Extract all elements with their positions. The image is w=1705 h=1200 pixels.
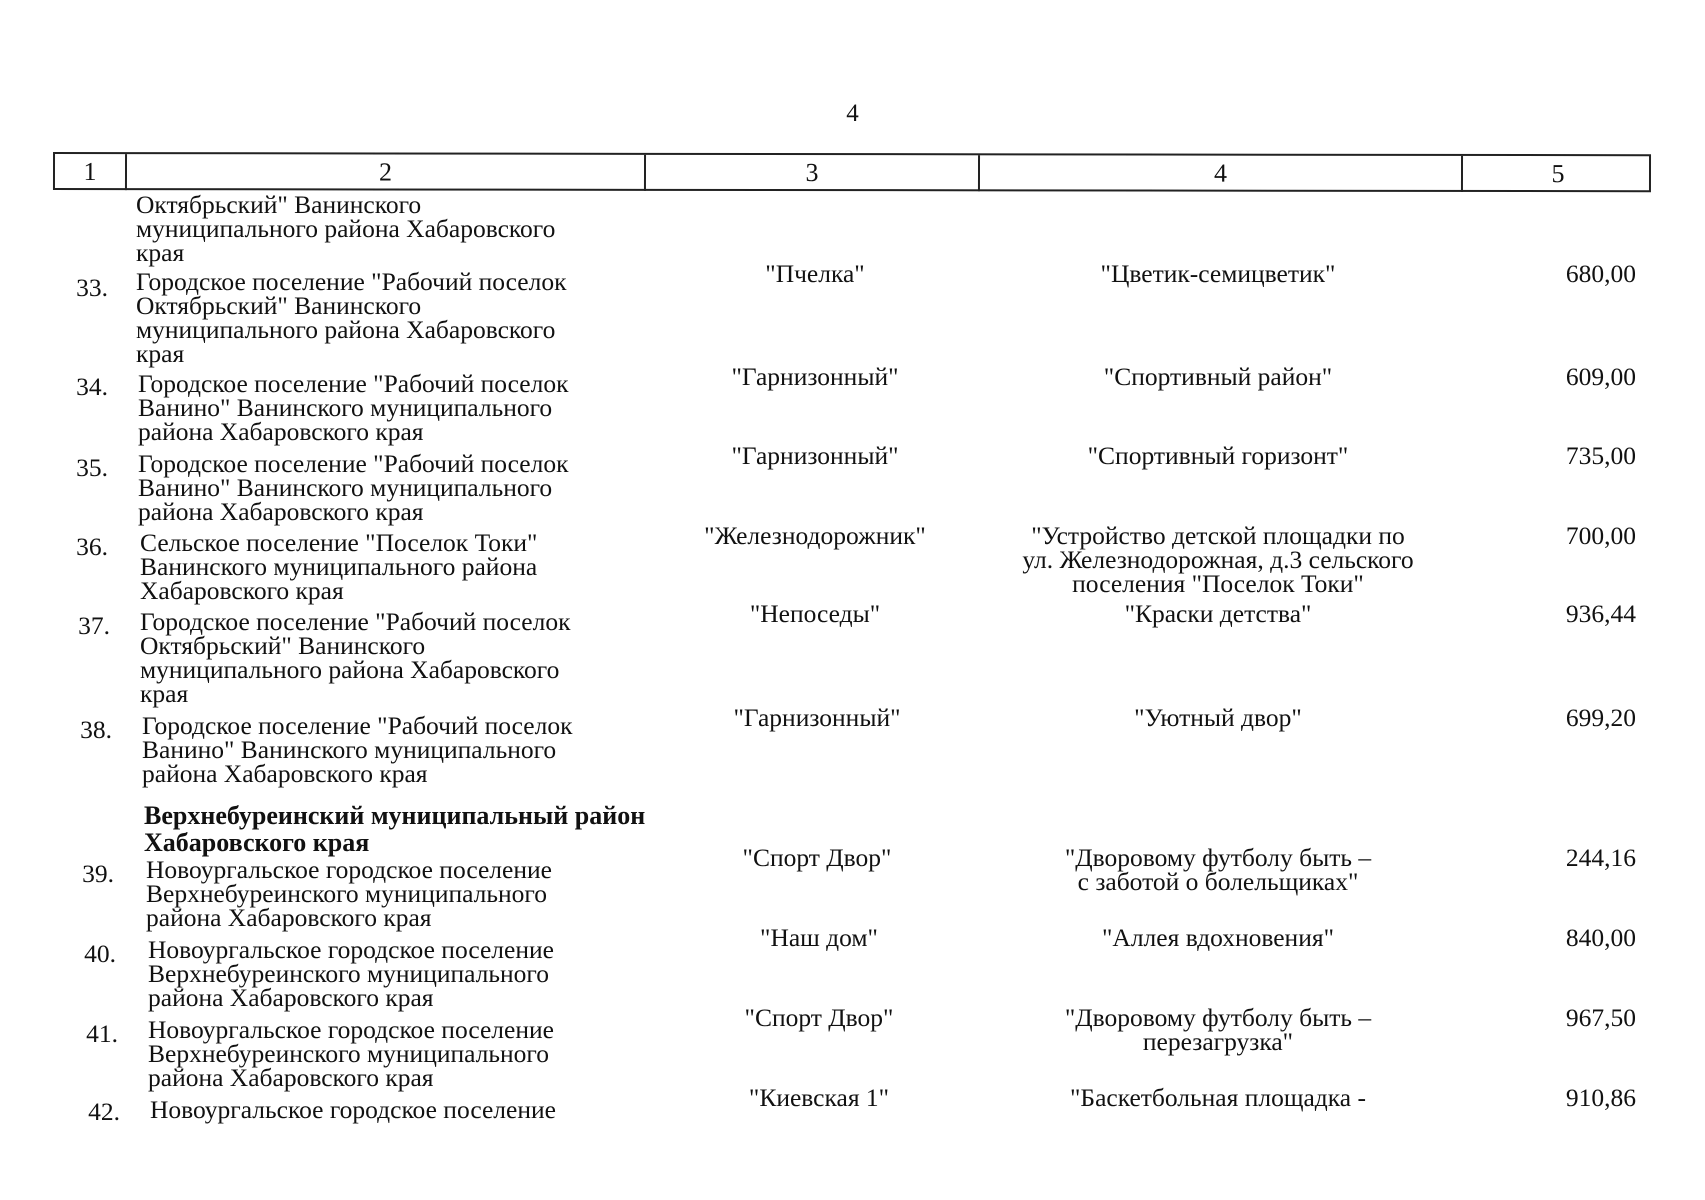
row-tos: "Киевская 1" [748, 1083, 890, 1112]
row-tos: "Гарнизонный" [731, 362, 899, 391]
row-project: "Краски детства" [1124, 599, 1312, 628]
row-tos: "Спорт Двор" [742, 843, 892, 872]
row-tos: "Пчелка" [765, 259, 865, 288]
row-number: 39. [82, 859, 114, 888]
row-settlement: Новоургальское городское поселение Верхнебуреинского муниципального района Хабаровского края [148, 1015, 554, 1092]
row-project: "Дворовому футболу быть – с заботой о болельщиках" [1064, 843, 1372, 896]
page-number: 4 [846, 100, 859, 127]
row-settlement: Сельское поселение "Поселок Токи" Ванинского муниципального района Хабаровского края [140, 528, 538, 605]
row-settlement: Городское поселение "Рабочий поселок Ванино" Ванинского муниципального района Хабаровского края [138, 449, 569, 526]
row-amount: 244,16 [1565, 843, 1636, 872]
row-tos: "Непоседы" [749, 599, 881, 628]
row-number: 33. [76, 273, 108, 302]
row-tos: "Железнодорожник" [704, 521, 926, 550]
row-settlement: Новоургальское городское поселение Верхнебуреинского муниципального района Хабаровского края [148, 935, 554, 1012]
row-project: "Аллея вдохновения" [1102, 923, 1334, 952]
row-number: 37. [78, 611, 110, 640]
row-settlement: Новоургальское городское поселение Верхнебуреинского муниципального района Хабаровского края [146, 855, 552, 932]
row-amount: 609,00 [1565, 362, 1636, 391]
row-project: "Спортивный район" [1103, 362, 1333, 391]
row-project: "Спортивный горизонт" [1087, 441, 1349, 470]
row-tos: "Наш дом" [760, 923, 878, 952]
row-amount: 840,00 [1565, 923, 1636, 952]
row-tos: "Спорт Двор" [744, 1003, 894, 1032]
row-number: 40. [84, 939, 116, 968]
header-col-5: 5 [1551, 159, 1565, 189]
row-amount: 699,20 [1565, 703, 1636, 732]
continuation-text: Октябрьский" Ванинского муниципального района Хабаровского края [136, 190, 556, 267]
row-settlement: Новоургальское городское поселение [150, 1095, 556, 1124]
row-project: "Дворовому футболу быть – перезагрузка" [1064, 1003, 1372, 1056]
row-number: 35. [76, 453, 108, 482]
row-amount: 936,44 [1565, 599, 1636, 628]
row-settlement: Городское поселение "Рабочий поселок Октябрьский" Ванинского муниципального района Хабаровского края [140, 607, 571, 708]
row-number: 41. [86, 1019, 118, 1048]
header-col-1: 1 [55, 154, 127, 190]
row-number: 36. [76, 532, 108, 561]
row-settlement: Городское поселение "Рабочий поселок Ванино" Ванинского муниципального района Хабаровского края [138, 369, 569, 446]
row-number: 38. [80, 715, 112, 744]
row-project: "Цветик-семицветик" [1100, 259, 1336, 288]
row-project: "Баскетбольная площадка - [1070, 1083, 1366, 1112]
row-number: 42. [88, 1097, 120, 1126]
header-col-4: 4 [980, 155, 1463, 192]
row-amount: 735,00 [1565, 441, 1636, 470]
row-amount: 910,86 [1565, 1083, 1636, 1112]
header-col-3: 3 [646, 155, 980, 191]
row-amount: 967,50 [1565, 1003, 1636, 1032]
row-settlement: Городское поселение "Рабочий поселок Ванино" Ванинского муниципального района Хабаровского края [142, 711, 573, 788]
row-project: "Уютный двор" [1134, 703, 1302, 732]
header-col-2: 2 [127, 154, 646, 191]
section-title: Верхнебуреинский муниципальный район Хабаровского края [144, 801, 646, 857]
row-number: 34. [76, 372, 108, 401]
row-settlement: Городское поселение "Рабочий поселок Октябрьский" Ванинского муниципального района Хабаровского края [136, 267, 567, 368]
row-amount: 680,00 [1565, 259, 1636, 288]
row-amount: 700,00 [1565, 521, 1636, 550]
row-tos: "Гарнизонный" [731, 441, 899, 470]
row-tos: "Гарнизонный" [733, 703, 901, 732]
row-project: "Устройство детской площадки по ул. Железнодорожная, д.3 сельского поселения "Поселок Токи" [1022, 521, 1414, 598]
